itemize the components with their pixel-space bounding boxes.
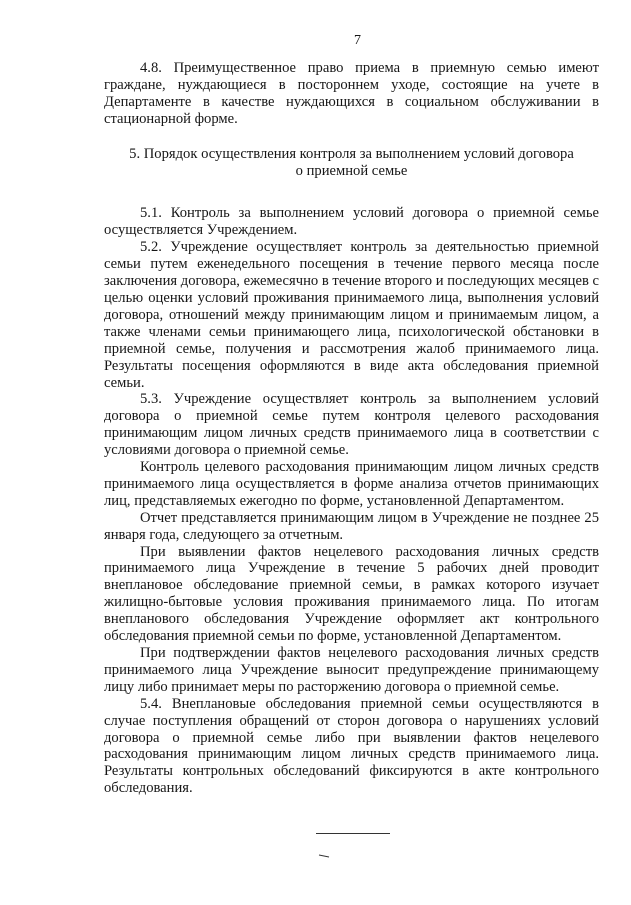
paragraph-5-3: 5.3. Учреждение осуществляет контроль за выполнением условий договора о приемной семье путем контроля целевого расходования принимающим лицом личных средств принимаемого лица в соответствии с условиями договора о приемной семье. (104, 391, 599, 459)
closing-rule (316, 833, 390, 834)
paragraph-5-1: 5.1. Контроль за выполнением условий договора о приемной семье осуществляется Учреждением. (104, 205, 599, 239)
paragraph-control-expenditure: Контроль целевого расходования принимающим лицом личных средств принимаемого лица осуществляется в форме анализа отчетов принимающих лиц, представляемых ежегодно по форме, установленной Департаментом. (104, 459, 599, 509)
page-number: 7 (354, 33, 361, 48)
paragraph-5-2: 5.2. Учреждение осуществляет контроль за деятельностью приемной семьи путем еженедельного посещения в течение первого месяца после заключения договора, ежемесячно в течение второго и последующих месяцев с целью оценки условий проживания принимаемого лица, выполнения условий договора, отношений между принимающим лицом и принимаемым лицом, а также членами семьи принимающего лица, психологической обстановки в приемной семье, получения и рассмотрения жалоб принимаемого лица. Результаты посещения оформляются в виде акта обследования приемной семьи. (104, 239, 599, 391)
paragraph-unplanned-inspection: При выявлении фактов нецелевого расходования личных средств принимаемого лица Учреждение в течение 5 рабочих дней проводит внеплановое обследование приемной семьи, в рамках которого изучает жилищно-бытовые условия проживания принимаемого лица. По итогам внепланового обследования Учреждение оформляет акт контрольного обследования приемной семьи по форме, установленной Департаментом. (104, 543, 599, 645)
paragraph-report-deadline: Отчет представляется принимающим лицом в Учреждение не позднее 25 января года, следующего за отчетным. (104, 509, 599, 543)
paragraph-warning: При подтверждении фактов нецелевого расходования личных средств принимаемого лица Учреждение выносит предупреждение принимающему лицу либо принимает меры по расторжению договора о приемной семье. (104, 645, 599, 695)
section-heading-line-1: 5. Порядок осуществления контроля за выполнением условий договора (129, 145, 574, 162)
closing-mark (318, 854, 330, 858)
paragraph-5-4: 5.4. Внеплановые обследования приемной семьи осуществляются в случае поступления обращений от сторон договора о нарушениях условий договора о приемной семье либо при выявлении фактов нецелевого расходования принимающим лицом личных средств принимаемого лица. Результаты контрольных обследований фиксируются в акте контрольного обследования. (104, 695, 599, 797)
paragraph-4-8: 4.8. Преимущественное право приема в приемную семью имеют граждане, нуждающиеся в постороннем уходе, состоящие на учете в Департаменте в качестве нуждающихся в социальном обслуживании в стационарной форме. (104, 60, 599, 127)
section-heading-line-2: о приемной семье (295, 162, 408, 179)
section-heading (104, 146, 599, 180)
document-body (104, 0, 599, 797)
